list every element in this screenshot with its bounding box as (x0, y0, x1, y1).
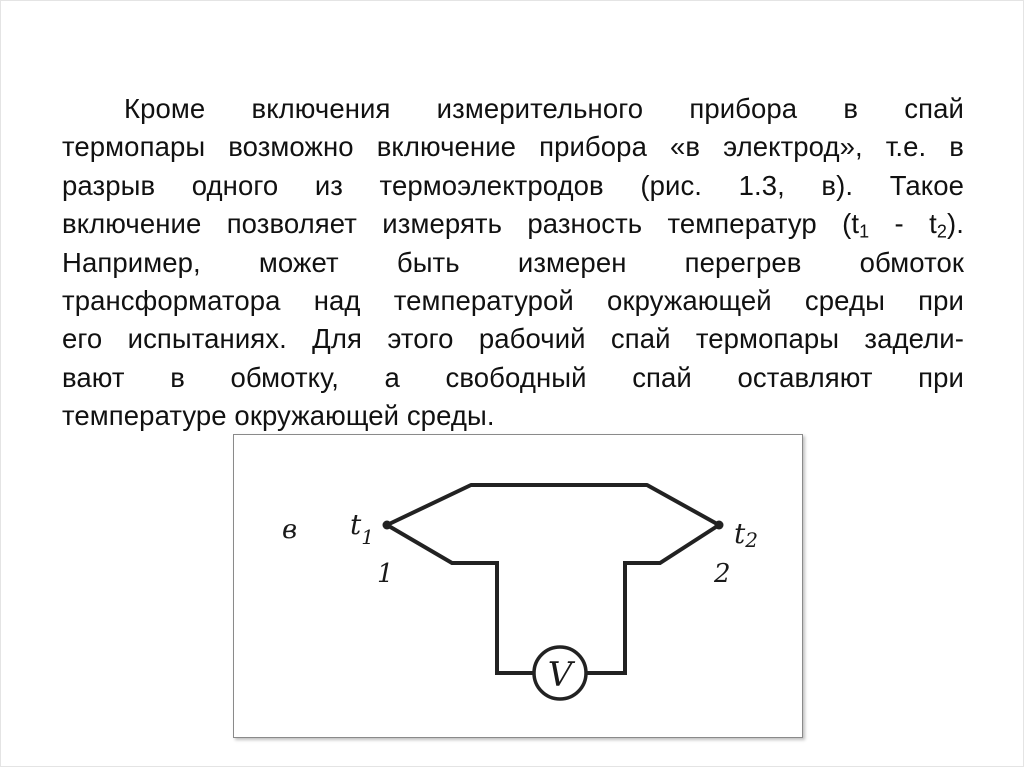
lower-left-wire (387, 525, 534, 673)
formula-text: включение позволяет измерять разность температур (t (62, 208, 860, 240)
subscript-2: 2 (936, 221, 947, 242)
paragraph-line: вают в обмотку, а свободный спай оставляют при (62, 361, 964, 393)
paragraph-line: термопары возможно включение прибора «в электрод», т.е. в (62, 131, 964, 163)
paragraph-line-formula (62, 205, 964, 243)
paragraph-line: температуре окружающей среды. (62, 400, 495, 432)
junction-2-dot (715, 521, 724, 530)
panel-label: в (282, 515, 298, 545)
junction-1-dot (383, 521, 392, 530)
paragraph-line: его испытаниях. Для этого рабочий спай термопары задели- (62, 323, 964, 355)
formula-minus: - t (869, 208, 937, 240)
circuit-diagram (234, 435, 804, 739)
junction-1-number: 1 (377, 559, 394, 589)
junction-2-temp: t2 (734, 517, 758, 552)
paragraph-line: Например, может быть измерен перегрев обмоток (62, 246, 964, 278)
body-paragraph (62, 90, 964, 436)
upper-thermoelectrode (387, 485, 719, 525)
voltmeter-label: V (547, 655, 573, 695)
lower-right-wire (586, 525, 719, 673)
paragraph-line: разрыв одного из термоэлектродов (рис. 1.3, в). Такое (62, 169, 964, 201)
formula-end: ). (947, 208, 964, 240)
junction-2-number: 2 (714, 559, 731, 589)
paragraph-line: трансформатора над температурой окружающей среды при (62, 285, 964, 317)
paragraph-line: Кроме включения измерительного прибора в спай (124, 93, 964, 124)
thermocouple-circuit-figure (233, 434, 803, 738)
subscript-1: 1 (859, 221, 870, 242)
junction-1-temp: $t_1$ (350, 508, 374, 549)
